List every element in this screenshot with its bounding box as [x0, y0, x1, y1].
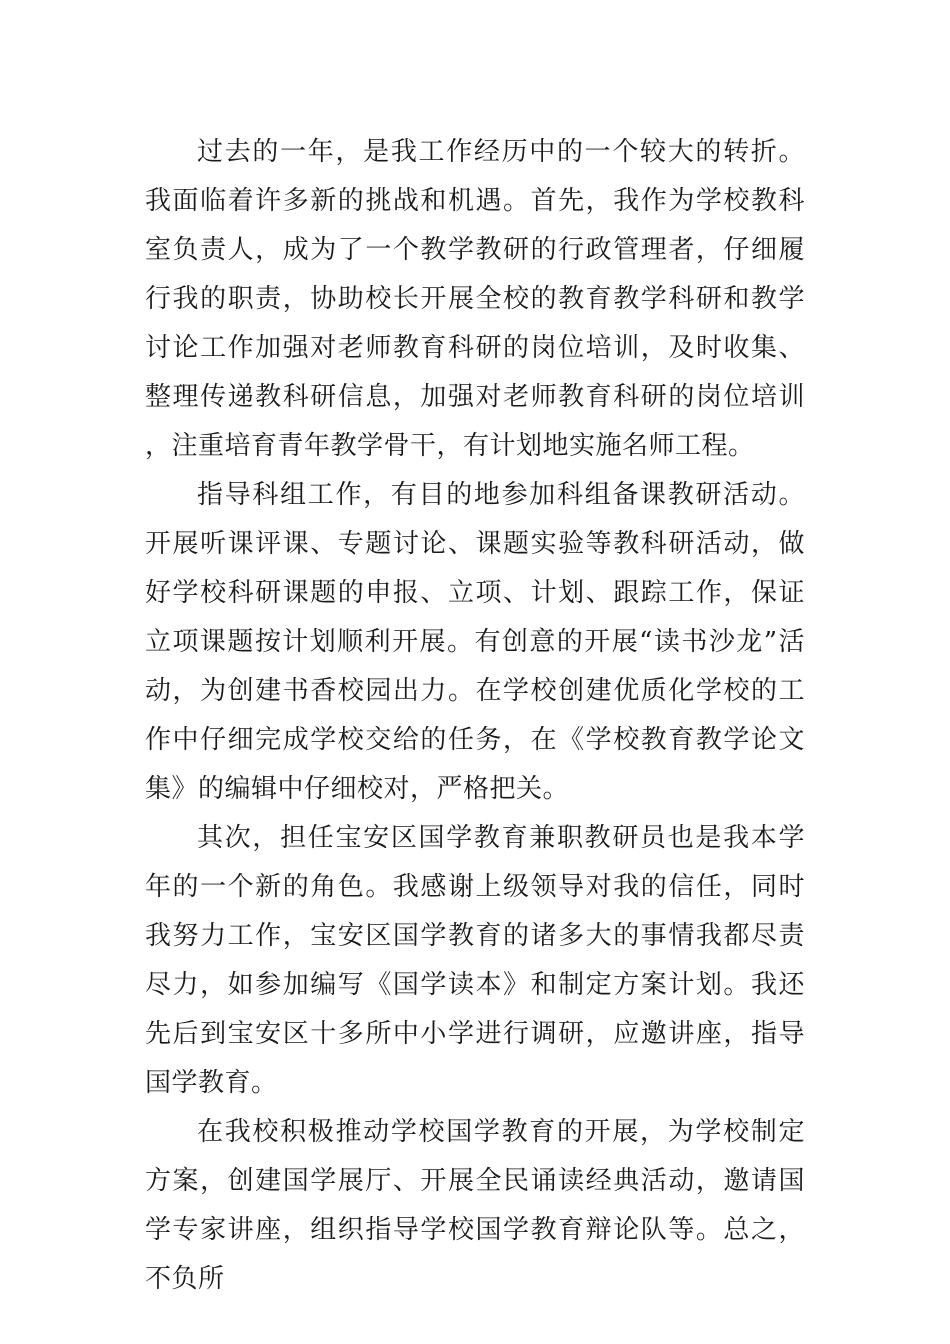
- paragraph-2: 指导科组工作，有目的地参加科组备课教研活动。开展听课评课、专题讨论、课题实验等教科研活动，做好学校科研课题的申报、立项、计划、跟踪工作，保证立项课题按计划顺利开展。有创意的开展“读书沙龙”活动，为创建书香校园出力。在学校创建优质化学校的工作中仔细完成学校交给的任务，在《学校教育教学论文集》的编辑中仔细校对，严格把关。: [145, 480, 805, 804]
- paragraph-4: 在我校积极推动学校国学教育的开展，为学校制定方案，创建国学展厅、开展全民诵读经典活动，邀请国学专家讲座，组织指导学校国学教育辩论队等。总之，不负所: [145, 1117, 805, 1294]
- paragraph-1: 过去的一年，是我工作经历中的一个较大的转折。我面临着许多新的挑战和机遇。首先，我作为学校教科室负责人，成为了一个教学教研的行政管理者，仔细履行我的职责，协助校长开展全校的教育教学科研和教学讨论工作加强对老师教育科研的岗位培训，及时收集、整理传递教科研信息，加强对老师教育科研的岗位培训，注重培育青年教学骨干，有计划地实施名师工程。: [145, 137, 805, 461]
- document-body: [145, 128, 805, 1304]
- paragraph-3: 其次，担任宝安区国学教育兼职教研员也是我本学年的一个新的角色。我感谢上级领导对我的信任，同时我努力工作，宝安区国学教育的诸多大的事情我都尽责尽力，如参加编写《国学读本》和制定方案计划。我还先后到宝安区十多所中小学进行调研，应邀讲座，指导国学教育。: [145, 823, 805, 1098]
